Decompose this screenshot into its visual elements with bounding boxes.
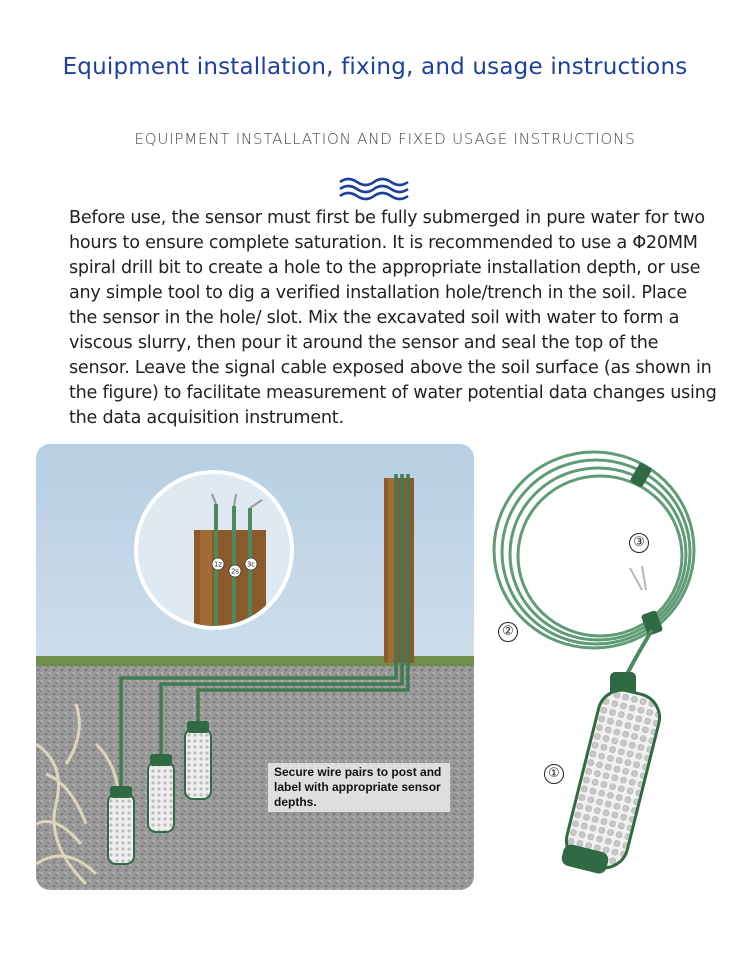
wave-icon: [338, 176, 410, 202]
page-title: Equipment installation, fixing, and usage instructions: [62, 54, 688, 80]
label-three: ③: [629, 533, 649, 553]
sensor-product-image: [484, 440, 714, 890]
callout-note: Secure wire pairs to post and label with appropriate sensor depths.: [268, 763, 450, 812]
label-two: ②: [498, 622, 518, 642]
page-subtitle: EQUIPMENT INSTALLATION AND FIXED USAGE INSTRUCTIONS: [134, 130, 636, 148]
instructions-paragraph: Before use, the sensor must first be fully submerged in pure water for two hours to ensure complete saturation. It is recommended to use a Φ20MM spiral drill bit to create a hole to the appropriate installation depth, or use any simple tool to dig a verified installation hole/trench in the soil. Place the sensor in the hole/ slot. Mix the excavated soil with water to form a viscous slurry, then pour it around the sensor and seal the top of the sensor. Leave the signal cable exposed above the soil surface (as shown in the figure) to facilitate measurement of water potential data changes using the data acquisition instrument.: [69, 208, 717, 428]
label-one: ①: [544, 764, 564, 784]
tag-label-2: 2s: [230, 567, 240, 576]
tag-label-1: 1z: [213, 560, 223, 569]
tag-label-3: 3c: [246, 560, 256, 569]
installation-illustration: [36, 444, 474, 890]
